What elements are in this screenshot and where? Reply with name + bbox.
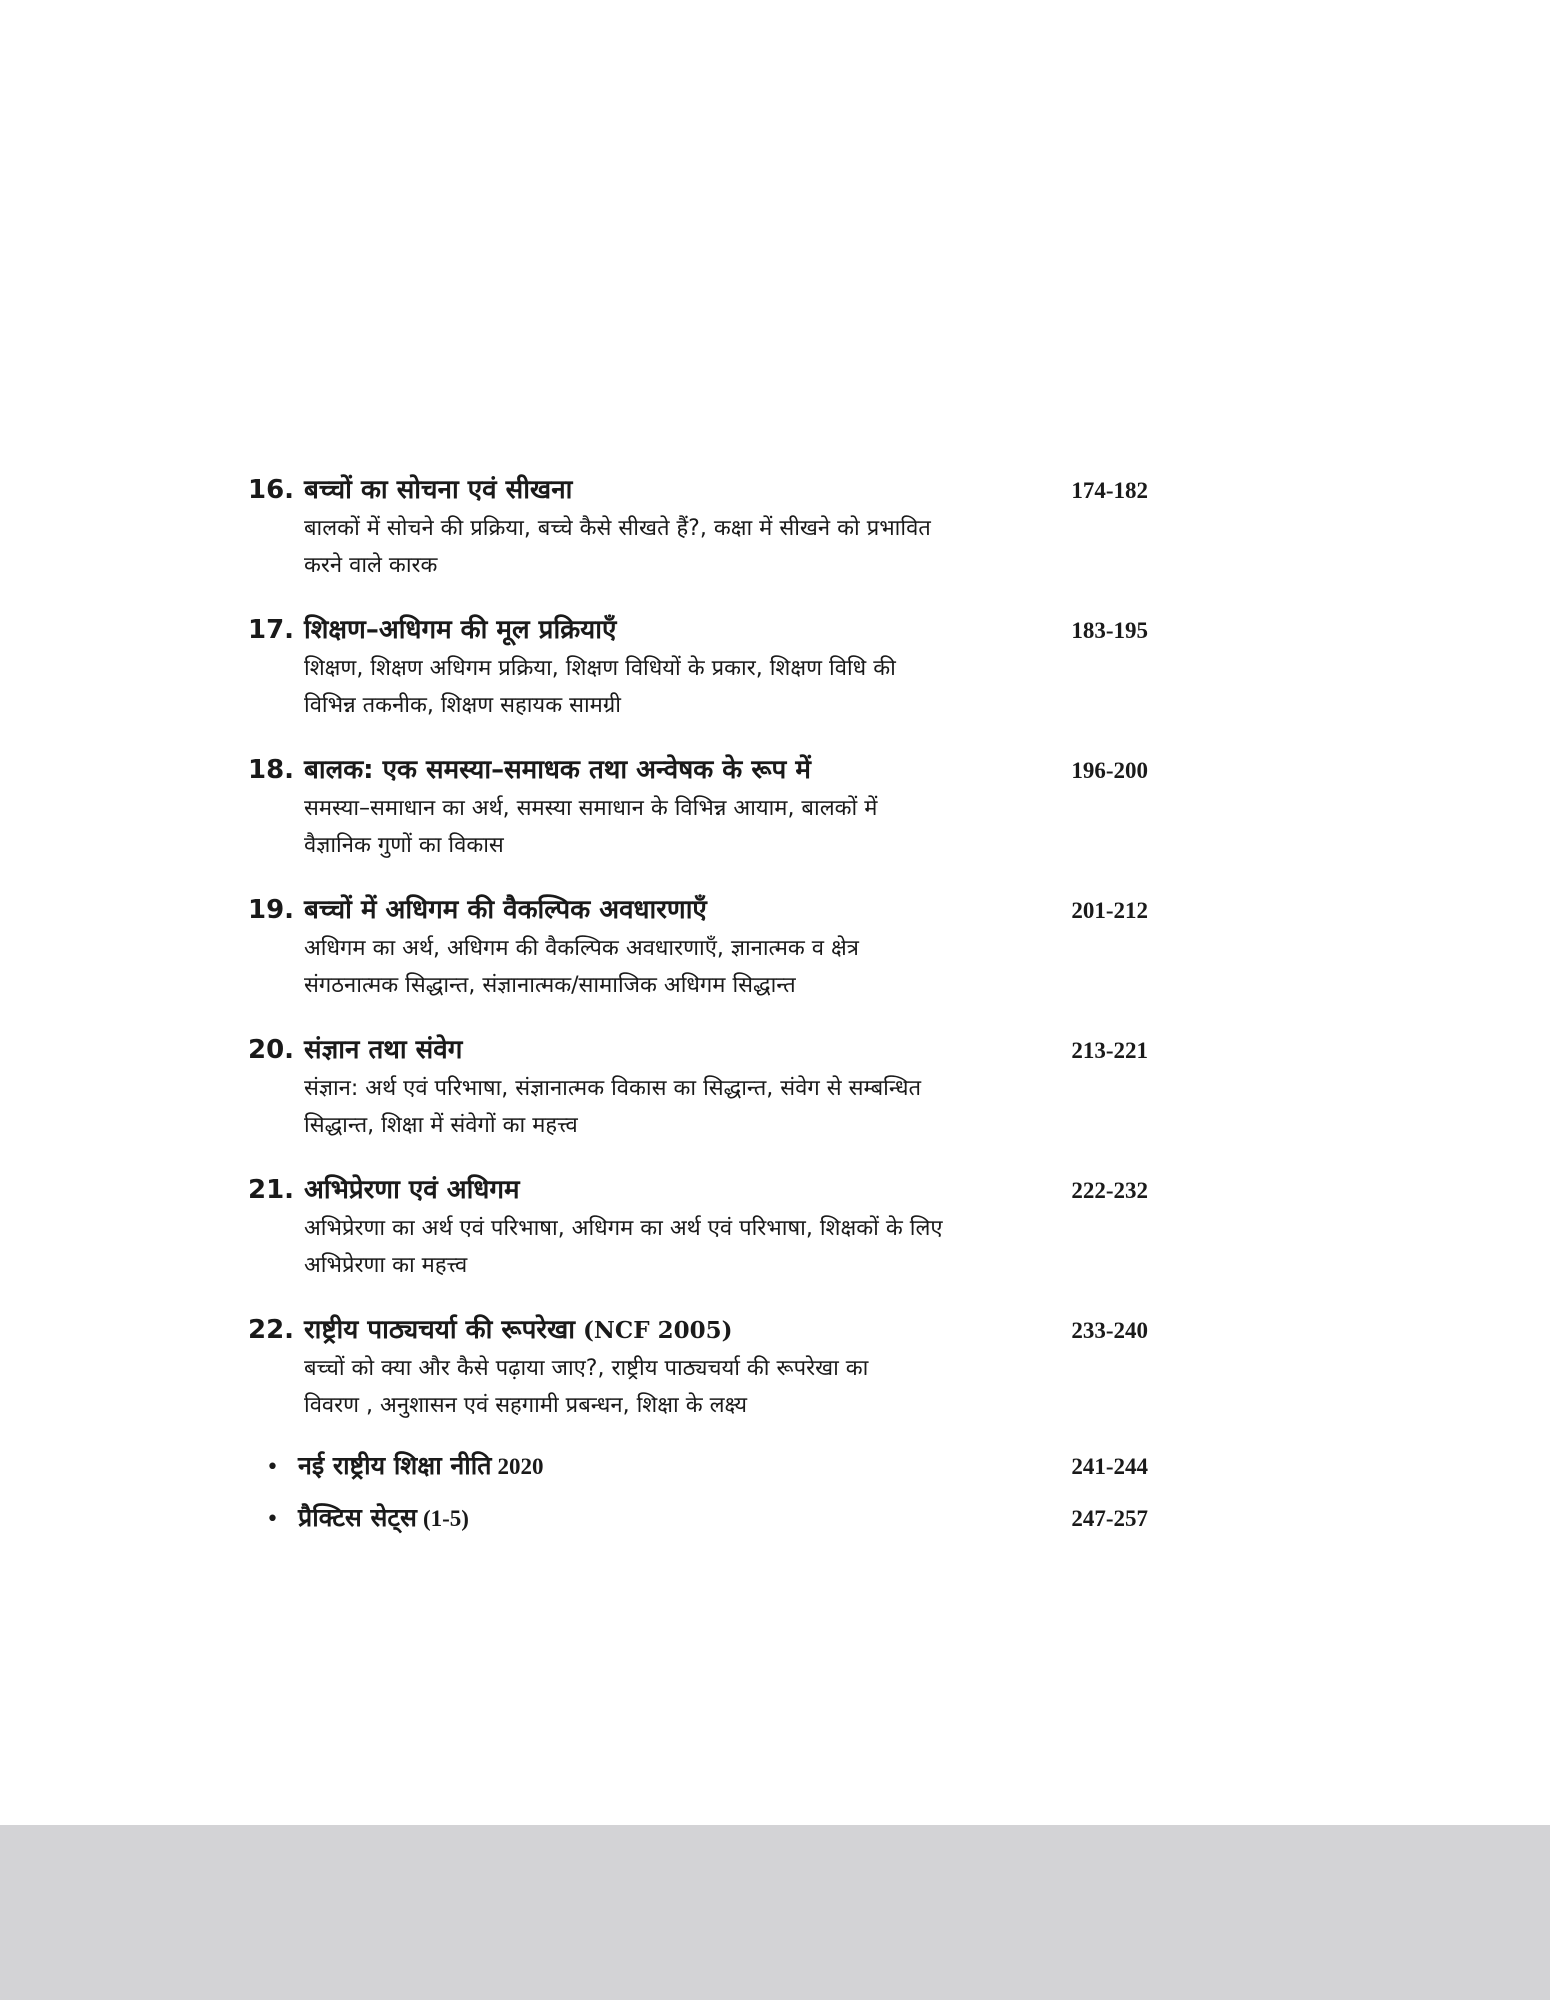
chapter-title [304,1310,1038,1346]
chapter-page-range: 233-240 [1071,1318,1148,1343]
toc-entry-heading [248,1030,1148,1070]
chapter-description-line: सिद्धान्त, शिक्षा में संवेगों का महत्त्व [304,1113,578,1138]
toc-entry-heading [248,750,1148,790]
chapter-description-line: अभिप्रेरणा का महत्त्व [304,1253,468,1278]
chapter-description [304,1210,1074,1284]
appendix-list [248,1448,1148,1552]
appendix-item-title-text: नई राष्ट्रीय शिक्षा नीति [298,1451,492,1480]
chapter-description-line: अधिगम का अर्थ, अधिगम की वैकल्पिक अवधारणाएँ, ज्ञानात्मक व क्षेत्र [304,936,859,961]
appendix-item-page-range: 241-244 [1071,1454,1148,1479]
chapter-title-text: शिक्षण–अधिगम की मूल प्रक्रियाएँ [304,615,617,645]
chapter-title [304,1170,1038,1206]
chapter-number: 22. [248,1315,295,1345]
toc-entry-heading [248,470,1148,510]
chapter-description-line: संज्ञान: अर्थ एवं परिभाषा, संज्ञानात्मक विकास का सिद्धान्त, संवेग से सम्बन्धित [304,1076,922,1101]
chapter-number: 16. [248,475,295,505]
toc-entry-heading [248,890,1148,930]
table-of-contents [248,470,1148,1450]
chapter-description-line: वैज्ञानिक गुणों का विकास [304,833,504,858]
chapter-page-range: 201-212 [1071,898,1148,923]
chapter-number: 18. [248,755,295,785]
chapter-title [304,890,1038,926]
toc-entry [248,750,1148,864]
toc-entry [248,1310,1148,1424]
toc-entry [248,470,1148,584]
chapter-description [304,1350,1074,1424]
toc-entry [248,1030,1148,1144]
chapter-page-range: 174-182 [1071,478,1148,503]
toc-entry-heading [248,610,1148,650]
chapter-title-text: संज्ञान तथा संवेग [304,1035,463,1065]
chapter-title [304,610,1038,646]
chapter-description [304,930,1074,1004]
chapter-description [304,650,1074,724]
appendix-item [248,1500,1148,1552]
toc-entry-heading [248,1170,1148,1210]
bullet-icon: • [266,1507,279,1532]
appendix-item-title-text: प्रैक्टिस सेट्स [298,1503,417,1532]
appendix-item-title-suffix: 2020 [497,1454,544,1479]
chapter-page-range: 183-195 [1071,618,1148,643]
toc-entry [248,610,1148,724]
appendix-item-title [298,1500,1038,1534]
chapter-description-line: बालकों में सोचने की प्रक्रिया, बच्चे कैसे सीखते हैं?, कक्षा में सीखने को प्रभावित [304,516,931,541]
chapter-page-range: 196-200 [1071,758,1148,783]
chapter-description-line: विवरण , अनुशासन एवं सहगामी प्रबन्धन, शिक्षा के लक्ष्य [304,1393,748,1418]
appendix-item [248,1448,1148,1500]
chapter-number: 17. [248,615,295,645]
toc-entry-heading [248,1310,1148,1350]
chapter-title-text: बच्चों का सोचना एवं सीखना [304,475,573,505]
chapter-number: 20. [248,1035,295,1065]
chapter-description [304,790,1074,864]
chapter-description-line: संगठनात्मक सिद्धान्त, संज्ञानात्मक/सामाजिक अधिगम सिद्धान्त [304,973,796,998]
chapter-page-range: 222-232 [1071,1178,1148,1203]
chapter-description-line: करने वाले कारक [304,553,438,578]
chapter-title [304,750,1038,786]
chapter-title-suffix: (NCF 2005) [583,1317,733,1344]
chapter-page-range: 213-221 [1071,1038,1148,1063]
chapter-description-line: अभिप्रेरणा का अर्थ एवं परिभाषा, अधिगम का अर्थ एवं परिभाषा, शिक्षकों के लिए [304,1216,943,1241]
toc-entry [248,1170,1148,1284]
appendix-item-title-suffix: (1-5) [422,1506,469,1531]
chapter-description-line: शिक्षण, शिक्षण अधिगम प्रक्रिया, शिक्षण विधियों के प्रकार, शिक्षण विधि की [304,656,896,681]
chapter-title-text: अभिप्रेरणा एवं अधिगम [304,1175,520,1205]
chapter-number: 19. [248,895,295,925]
chapter-title-text: बच्चों में अधिगम की वैकल्पिक अवधारणाएँ [304,895,707,925]
bullet-icon: • [266,1455,279,1480]
toc-entry [248,890,1148,1004]
chapter-number: 21. [248,1175,295,1205]
chapter-title [304,1030,1038,1066]
chapter-title-text: राष्ट्रीय पाठ्यचर्या की रूपरेखा [304,1315,576,1345]
chapter-description-line: विभिन्न तकनीक, शिक्षण सहायक सामग्री [304,693,621,718]
chapter-description-line: बच्चों को क्या और कैसे पढ़ाया जाए?, राष्ट्रीय पाठ्यचर्या की रूपरेखा का [304,1356,869,1381]
chapter-description [304,1070,1074,1144]
chapter-description-line: समस्या–समाधान का अर्थ, समस्या समाधान के विभिन्न आयाम, बालकों में [304,796,878,821]
appendix-item-title [298,1448,1038,1482]
appendix-item-page-range: 247-257 [1071,1506,1148,1531]
chapter-description [304,510,1074,584]
chapter-title-text: बालक: एक समस्या–समाधक तथा अन्वेषक के रूप में [304,755,811,785]
chapter-title [304,470,1038,506]
footer-band [0,1825,1550,2000]
